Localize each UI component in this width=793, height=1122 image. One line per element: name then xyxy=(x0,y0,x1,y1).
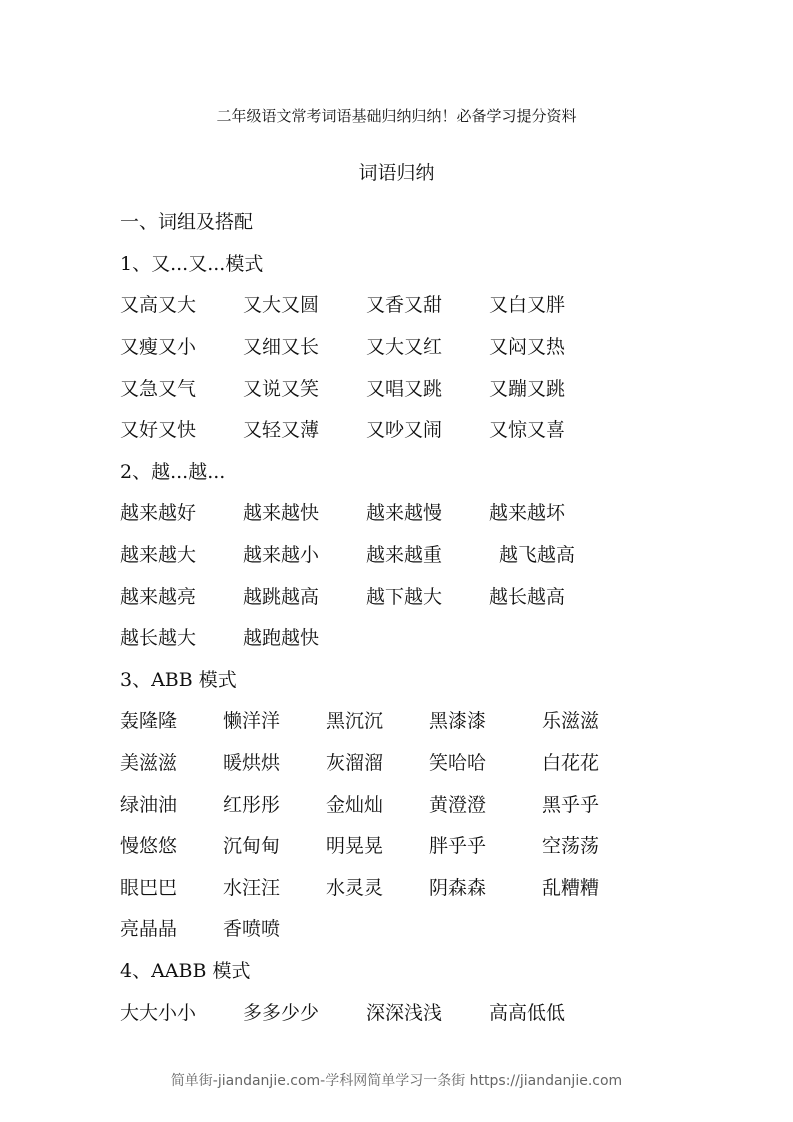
word-item: 又大又红 xyxy=(366,336,443,359)
word-item: 金灿灿 xyxy=(326,793,384,816)
word-item: 黄澄澄 xyxy=(429,793,487,816)
word-item: 暖烘烘 xyxy=(223,752,281,775)
content-body xyxy=(120,200,680,1032)
word-item: 乱糟糟 xyxy=(542,876,600,899)
group-heading: 1、又...又...模式 xyxy=(120,252,264,275)
word-row xyxy=(120,491,680,533)
word-item: 白花花 xyxy=(542,752,600,775)
word-item: 乐滋滋 xyxy=(542,710,600,733)
word-row xyxy=(120,782,680,824)
word-item: 黑漆漆 xyxy=(429,710,487,733)
word-row xyxy=(120,325,680,367)
word-row xyxy=(120,574,680,616)
word-item: 阴森森 xyxy=(429,876,487,899)
group-heading: 4、AABB 模式 xyxy=(120,959,251,982)
word-item: 又吵又闹 xyxy=(366,419,443,442)
word-item: 越来越坏 xyxy=(489,502,566,525)
word-item: 轰隆隆 xyxy=(120,710,178,733)
document-title: 二年级语文常考词语基础归纳归纳！必备学习提分资料 xyxy=(216,107,577,125)
word-item: 越跳越高 xyxy=(243,585,320,608)
word-item: 越长越大 xyxy=(120,627,197,650)
group-heading: 2、越...越... xyxy=(120,460,226,483)
word-item: 笑哈哈 xyxy=(429,752,487,775)
word-item: 又好又快 xyxy=(120,419,197,442)
word-item: 多多少少 xyxy=(243,1001,320,1024)
word-item: 空荡荡 xyxy=(542,835,600,858)
word-item: 香喷喷 xyxy=(223,918,281,941)
word-row xyxy=(120,366,680,408)
document-subtitle: 词语归纳 xyxy=(358,162,435,184)
word-row xyxy=(120,824,680,866)
word-item: 大大小小 xyxy=(120,1001,197,1024)
word-row xyxy=(120,866,680,908)
word-item: 越来越亮 xyxy=(120,585,197,608)
word-item: 越来越小 xyxy=(243,544,320,567)
word-item: 黑沉沉 xyxy=(326,710,384,733)
word-row xyxy=(120,741,680,783)
word-item: 又香又甜 xyxy=(366,294,443,317)
word-item: 灰溜溜 xyxy=(326,752,384,775)
word-row xyxy=(120,699,680,741)
word-row xyxy=(120,533,680,575)
word-item: 眼巴巴 xyxy=(120,876,178,899)
word-item: 又急又气 xyxy=(120,377,197,400)
word-item: 黑乎乎 xyxy=(542,793,600,816)
word-item: 又轻又薄 xyxy=(243,419,320,442)
word-item: 水灵灵 xyxy=(326,876,384,899)
word-item: 美滋滋 xyxy=(120,752,178,775)
word-item: 越来越大 xyxy=(120,544,197,567)
word-item: 越下越大 xyxy=(366,585,443,608)
section-heading: 一、词组及搭配 xyxy=(120,211,254,234)
word-item: 胖乎乎 xyxy=(429,835,487,858)
word-item: 又细又长 xyxy=(243,336,320,359)
word-item: 深深浅浅 xyxy=(366,1001,443,1024)
word-item: 又说又笑 xyxy=(243,377,320,400)
word-item: 明晃晃 xyxy=(326,835,384,858)
word-item: 又惊又喜 xyxy=(489,419,566,442)
word-row xyxy=(120,408,680,450)
word-item: 亮晶晶 xyxy=(120,918,178,941)
footer-text: 简单街-jiandanjie.com-学科网简单学习一条街 https://jiandanjie.com xyxy=(170,1073,623,1089)
word-item: 又大又圆 xyxy=(243,294,320,317)
word-item: 越来越快 xyxy=(243,502,320,525)
word-item: 越长越高 xyxy=(489,585,566,608)
word-item: 绿油油 xyxy=(120,793,178,816)
word-item: 又唱又跳 xyxy=(366,377,443,400)
word-row xyxy=(120,907,680,949)
word-item: 水汪汪 xyxy=(223,876,281,899)
word-item: 越来越重 xyxy=(366,544,443,567)
word-row xyxy=(120,283,680,325)
word-item: 又蹦又跳 xyxy=(489,377,566,400)
word-item: 又白又胖 xyxy=(489,294,566,317)
word-item: 沉甸甸 xyxy=(223,835,281,858)
word-item: 懒洋洋 xyxy=(223,710,281,733)
group-heading: 3、ABB 模式 xyxy=(120,668,237,691)
word-item: 高高低低 xyxy=(489,1001,566,1024)
word-item: 又瘦又小 xyxy=(120,336,197,359)
word-item: 红彤彤 xyxy=(223,793,281,816)
word-item: 越跑越快 xyxy=(243,627,320,650)
word-row xyxy=(120,616,680,658)
word-item: 慢悠悠 xyxy=(120,835,178,858)
word-item: 又闷又热 xyxy=(489,336,566,359)
word-item: 又高又大 xyxy=(120,294,197,317)
word-item: 越飞越高 xyxy=(499,544,576,567)
word-item: 越来越好 xyxy=(120,502,197,525)
word-row xyxy=(120,990,680,1032)
word-item: 越来越慢 xyxy=(366,502,443,525)
